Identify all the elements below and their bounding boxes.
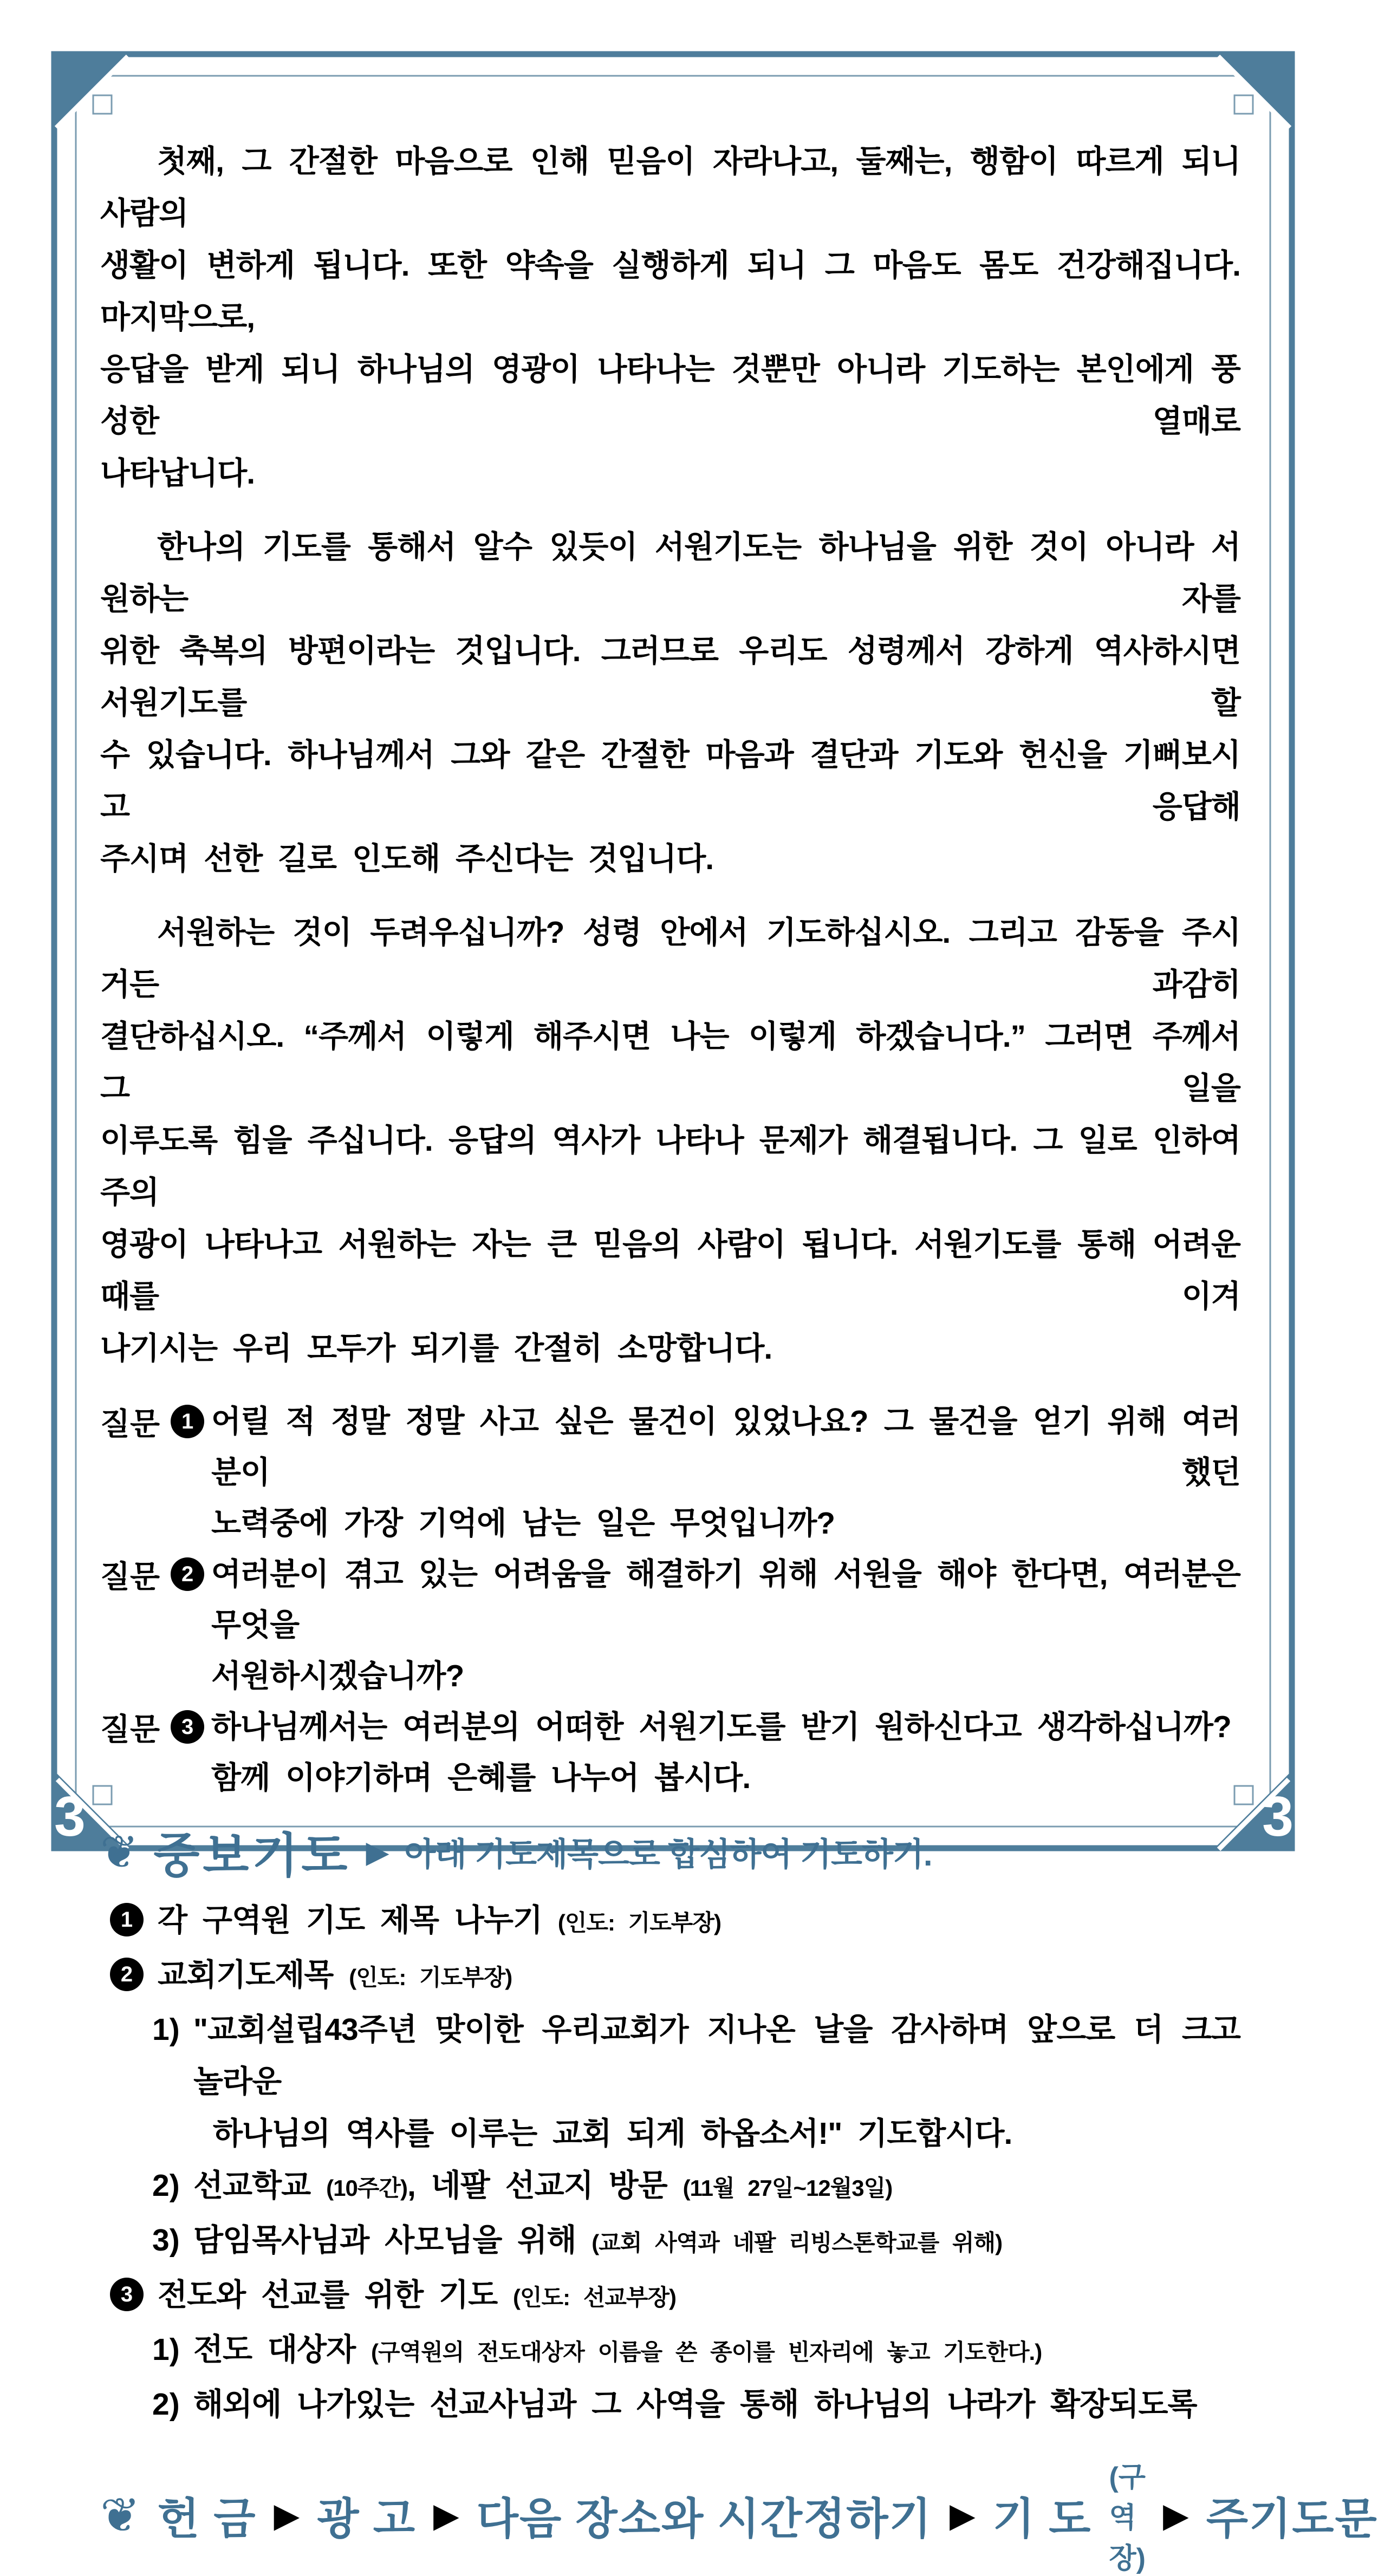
text-line: 결단하십시오. “주께서 이렇게 해주시면 나는 이렇게 하겠습니다.” 그러면 주께서 그 일을 bbox=[100, 1019, 1240, 1106]
prayer-text bbox=[193, 2214, 1240, 2269]
subitem-number: 1) bbox=[152, 2332, 180, 2367]
page-number-left: 3 bbox=[54, 1785, 86, 1848]
text-segment: 전도와 선교를 위한 기도 bbox=[158, 2278, 513, 2312]
text-line: 노력중에 가장 기억에 남는 일은 무엇입니까? bbox=[211, 1506, 835, 1541]
question-text bbox=[211, 1396, 1240, 1549]
prayer-subitem bbox=[100, 2378, 1240, 2430]
arrow-right-icon: ▶ bbox=[366, 1835, 389, 1869]
arrow-right-icon: ▶ bbox=[433, 2497, 459, 2534]
page-number-right: 3 bbox=[1262, 1785, 1294, 1848]
circled-number: 3 bbox=[110, 2278, 144, 2311]
prayer-text bbox=[193, 2378, 1240, 2430]
text-line: 어릴 적 정말 정말 사고 싶은 물건이 있었나요? 그 물건을 얻기 위해 여러분이 했던 bbox=[211, 1404, 1240, 1490]
prayer-text bbox=[158, 1894, 1240, 1949]
question-word: 질문 bbox=[100, 1407, 160, 1442]
text-segment: "교회설립43주년 맞이한 우리교회가 지나온 날을 감사하며 앞으로 더 크고 놀라운 bbox=[193, 2012, 1240, 2099]
text-line: 수 있습니다. 하나님께서 그와 같은 간절한 마음과 결단과 기도와 헌신을 기뻐보시고 응답해 bbox=[100, 738, 1240, 824]
arrow-right-icon: ▶ bbox=[1163, 2497, 1189, 2534]
circled-number: 1 bbox=[171, 1405, 204, 1438]
circled-number: 1 bbox=[110, 1903, 144, 1936]
text-segment: (인도: 기도부장) bbox=[557, 1910, 721, 1935]
question-label bbox=[100, 1396, 211, 1447]
body-paragraph bbox=[100, 907, 1240, 1374]
prayer-item bbox=[100, 1949, 1240, 2004]
text-line: 응답을 받게 되니 하나님의 영광이 나타나는 것뿐만 아니라 기도하는 본인에게 풍성한 열매로 bbox=[100, 352, 1240, 439]
text-segment: 해외에 나가있는 선교사님과 그 사역을 통해 하나님의 나라가 확장되도록 bbox=[193, 2387, 1197, 2422]
text-line bbox=[158, 1949, 1240, 2004]
text-line: 주시며 선한 길로 인도해 주신다는 것입니다. bbox=[100, 842, 714, 876]
text-line: 나타납니다. bbox=[100, 456, 255, 491]
text-line bbox=[193, 2324, 1240, 2378]
question-word: 질문 bbox=[100, 1560, 160, 1594]
prayer-text bbox=[158, 1949, 1240, 2004]
text-line bbox=[193, 2004, 1240, 2108]
service-step: 광 고 bbox=[317, 2495, 417, 2543]
text-segment: (10주간) bbox=[326, 2175, 407, 2201]
text-segment: 전도 대상자 bbox=[193, 2332, 371, 2367]
text-segment: 교회기도제목 bbox=[158, 1958, 349, 1992]
question-word: 질문 bbox=[100, 1712, 160, 1747]
text-line bbox=[158, 1894, 1240, 1949]
text-segment: (인도: 선교부장) bbox=[512, 2285, 677, 2310]
question-text bbox=[211, 1549, 1240, 1701]
service-step: 헌 금 bbox=[157, 2495, 257, 2543]
text-line: 영광이 나타나고 서원하는 자는 큰 믿음의 사람이 됩니다. 서원기도를 통해 어려운 때를 이겨 bbox=[100, 1227, 1240, 1314]
question-label bbox=[100, 1701, 211, 1752]
prayer-subitem bbox=[100, 2214, 1240, 2269]
prayer-item bbox=[100, 2269, 1240, 2324]
text-segment: , 네팔 선교지 방문 bbox=[407, 2168, 683, 2203]
intercession-subtitle: 아래 기도제목으로 합심하여 기도하기. bbox=[404, 1836, 932, 1873]
subitem-number: 1) bbox=[152, 2012, 180, 2047]
floral-heart-icon: ❦ bbox=[100, 1827, 139, 1877]
subitem-number: 2) bbox=[152, 2387, 180, 2422]
service-step: 주기도문 bbox=[1206, 2495, 1378, 2543]
text-line: 한나의 기도를 통해서 알수 있듯이 서원기도는 하나님을 위한 것이 아니라 서원하는 자를 bbox=[100, 530, 1240, 616]
text-line: 여러분이 겪고 있는 어려움을 해결하기 위해 서원을 해야 한다면, 여러분은 무엇을 bbox=[211, 1557, 1240, 1642]
text-line: 위한 축복의 방편이라는 것입니다. 그러므로 우리도 성령께서 강하게 역사하시면 서원기도를 할 bbox=[100, 634, 1240, 720]
question-item bbox=[100, 1701, 1240, 1803]
body-paragraph bbox=[100, 521, 1240, 885]
prayer-item bbox=[100, 1894, 1240, 1949]
text-line: 서원하는 것이 두려우십니까? 성령 안에서 기도하십시오. 그리고 감동을 주시거든 과감히 bbox=[100, 915, 1240, 1002]
service-step: 기 도 bbox=[992, 2495, 1092, 2543]
prayer-text bbox=[158, 2269, 1240, 2324]
intercession-title: 중보기도 bbox=[153, 1829, 351, 1882]
service-step-note: (구역장) bbox=[1109, 2462, 1146, 2574]
question-item bbox=[100, 1549, 1240, 1701]
discussion-questions bbox=[100, 1396, 1240, 1803]
prayer-text bbox=[193, 2160, 1240, 2214]
corner-square-top-right bbox=[1234, 95, 1253, 114]
circled-number: 3 bbox=[171, 1710, 204, 1744]
prayer-text bbox=[193, 2324, 1240, 2378]
order-of-service bbox=[100, 2454, 1378, 2576]
text-segment: 각 구역원 기도 제목 나누기 bbox=[158, 1903, 558, 1938]
circled-number: 2 bbox=[110, 1958, 144, 1991]
text-line: 하나님께서는 여러분의 어떠한 서원기도를 받기 원하신다고 생각하십니까? bbox=[211, 1710, 1231, 1744]
corner-square-top-left bbox=[93, 95, 112, 114]
page-content bbox=[100, 135, 1378, 2576]
text-segment: (교회 사역과 네팔 리빙스톤학교를 위해) bbox=[592, 2230, 1003, 2255]
body-paragraph bbox=[100, 135, 1240, 499]
text-line bbox=[193, 2160, 1240, 2214]
subitem-number: 3) bbox=[152, 2223, 180, 2258]
text-line: 함께 이야기하며 은혜를 나누어 봅시다. bbox=[211, 1760, 751, 1795]
floral-heart-icon: ❦ bbox=[100, 2488, 140, 2542]
text-line bbox=[193, 2214, 1240, 2269]
text-line bbox=[158, 2269, 1240, 2324]
question-item bbox=[100, 1396, 1240, 1549]
arrow-right-icon: ▶ bbox=[274, 2497, 300, 2534]
prayer-subitem bbox=[100, 2160, 1240, 2214]
text-line bbox=[193, 2378, 1240, 2430]
text-line bbox=[193, 2108, 1240, 2160]
text-segment: 선교학교 bbox=[193, 2168, 327, 2203]
subitem-number: 2) bbox=[152, 2168, 180, 2203]
text-segment: (구역원의 전도대상자 이름을 쓴 종이를 빈자리에 놓고 기도한다.) bbox=[370, 2339, 1042, 2365]
text-line: 이루도록 힘을 주십니다. 응답의 역사가 나타나 문제가 해결됩니다. 그 일로 인하여 주의 bbox=[100, 1123, 1240, 1210]
text-segment: 하나님의 역사를 이루는 교회 되게 하옵소서!" 기도합시다. bbox=[213, 2116, 1012, 2151]
text-line: 서원하시겠습니까? bbox=[211, 1659, 464, 1693]
question-text bbox=[211, 1701, 1240, 1803]
arrow-right-icon: ▶ bbox=[949, 2497, 976, 2534]
text-segment: 담임목사님과 사모님을 위해 bbox=[193, 2223, 592, 2258]
prayer-list bbox=[100, 1894, 1240, 2430]
body-paragraphs bbox=[100, 135, 1240, 1374]
circled-number: 2 bbox=[171, 1557, 204, 1591]
prayer-subitem bbox=[100, 2324, 1240, 2378]
question-label bbox=[100, 1549, 211, 1600]
prayer-subitem bbox=[100, 2004, 1240, 2160]
text-line: 생활이 변하게 됩니다. 또한 약속을 실행하게 되니 그 마음도 몸도 건강해집니다. 마지막으로, bbox=[100, 248, 1240, 335]
text-line: 첫째, 그 간절한 마음으로 인해 믿음이 자라나고, 둘째는, 행함이 따르게 되니 사람의 bbox=[100, 144, 1240, 231]
service-step: 다음 장소와 시간정하기 bbox=[476, 2495, 932, 2543]
text-segment: (인도: 기도부장) bbox=[349, 1965, 512, 1990]
text-line: 나기시는 우리 모두가 되기를 간절히 소망합니다. bbox=[100, 1331, 772, 1366]
intercession-heading bbox=[100, 1819, 1240, 1884]
text-segment: (11월 27일~12월3일) bbox=[682, 2175, 893, 2201]
prayer-text bbox=[193, 2004, 1240, 2160]
